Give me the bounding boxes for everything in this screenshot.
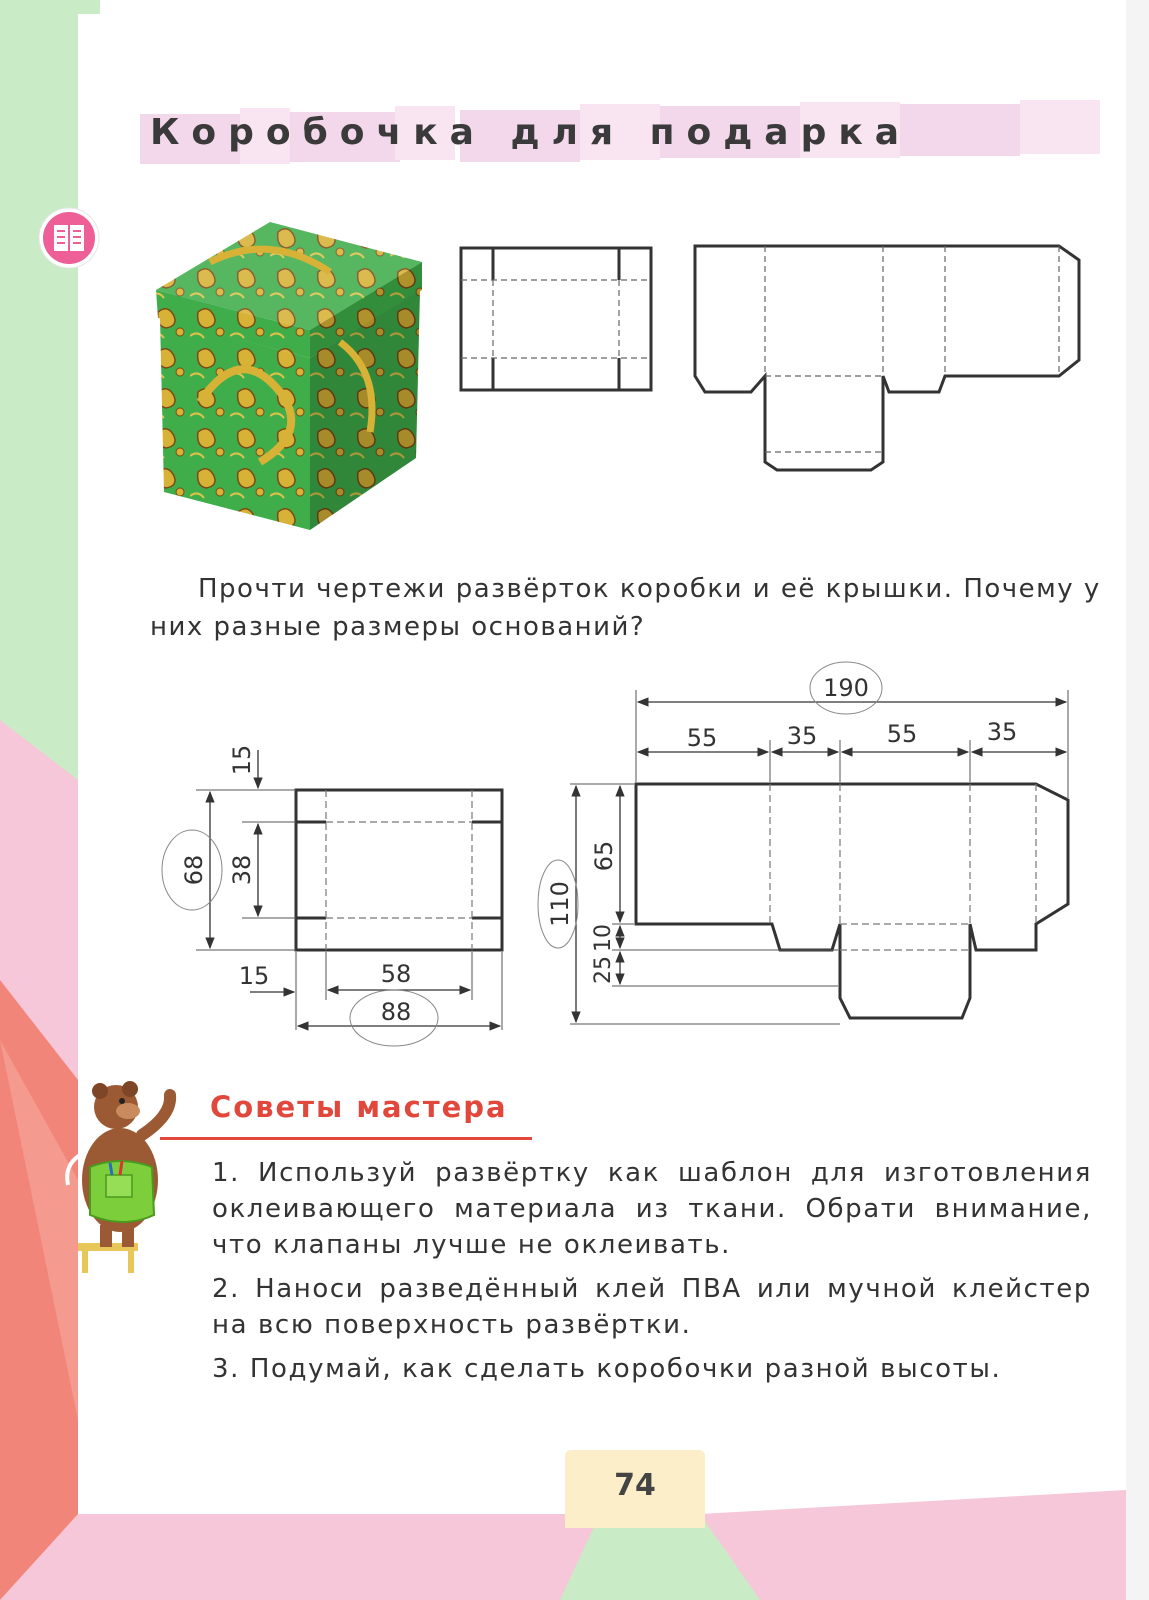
box-drawing	[538, 662, 1068, 1024]
lid-drawing	[162, 745, 502, 1046]
gift-box-photo	[150, 222, 430, 534]
tip-item: 1. Используй развёртку как шаблон для изготовления оклеивающего материала из ткани. Обрати внимание, что клапаны лучше не оклеивать.	[212, 1158, 1092, 1260]
box-outline	[636, 784, 1068, 1018]
box-dim-25: 25	[591, 956, 616, 984]
box-dim-65: 65	[590, 840, 618, 872]
question-text	[150, 570, 1110, 646]
page-number: 74	[614, 1468, 656, 1503]
tips-heading: Советы мастера	[210, 1090, 508, 1124]
technical-drawings	[150, 660, 1110, 1080]
tips-underline	[160, 1137, 532, 1140]
pink-bottom-shape	[0, 1514, 600, 1600]
box-dim-35a: 35	[786, 722, 818, 750]
lid-dim-58: 58	[380, 960, 412, 988]
lid-dim-15-bottom: 15	[238, 962, 270, 990]
box-dim-10: 10	[591, 924, 616, 952]
box-dim-35b: 35	[986, 718, 1018, 746]
bear-illustration	[50, 1075, 190, 1275]
book-icon	[38, 207, 100, 269]
lid-outline	[296, 790, 502, 950]
net-sketch	[455, 240, 1115, 490]
lid-dim-15-top: 15	[228, 744, 256, 776]
lid-net-outline	[461, 248, 651, 390]
box-dim-190: 190	[823, 674, 869, 702]
lid-dim-68: 68	[180, 854, 208, 886]
page-title: Коробочка для подарка	[150, 112, 912, 153]
box-dim-55b: 55	[886, 720, 918, 748]
box-dim-55a: 55	[686, 724, 718, 752]
box-dim-110: 110	[546, 881, 574, 927]
pink-bottom-right-shape	[700, 1490, 1126, 1600]
lid-dim-38: 38	[228, 854, 256, 886]
tips-list	[212, 1155, 1092, 1395]
tip-item: 2. Наноси разведённый клей ПВА или мучной клейстер на всю поверхность развёртки.	[212, 1274, 1092, 1340]
question-sentence: Прочти чертежи развёрток коробки и её крышки. Почему у них разные размеры оснований?	[150, 574, 1101, 642]
tip-item: 3. Подумай, как сделать коробочки разной высоты.	[212, 1354, 1002, 1384]
lid-dim-88: 88	[380, 998, 412, 1026]
box-net-outline	[695, 246, 1079, 470]
